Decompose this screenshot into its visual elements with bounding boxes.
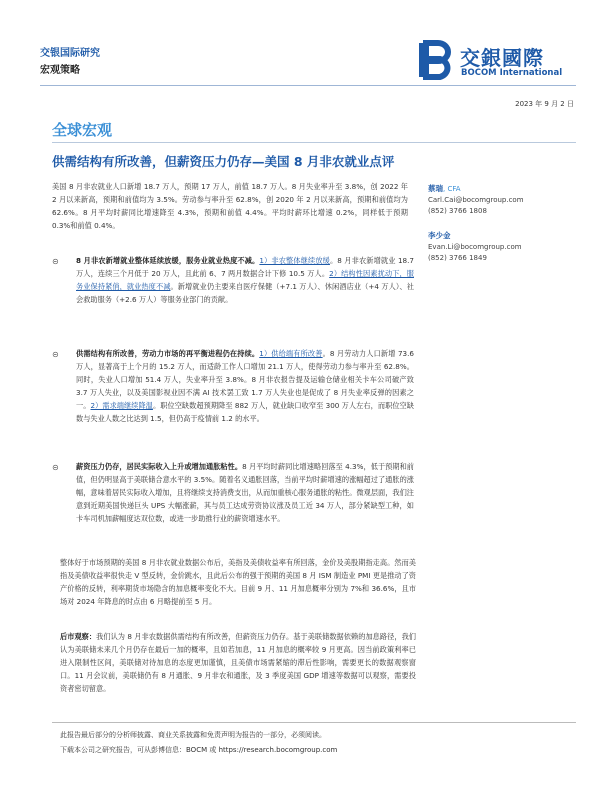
author-1 [428, 183, 578, 217]
author-title: , CFA [443, 185, 461, 193]
author-name: 蔡瑞 [428, 184, 443, 193]
bullet-paragraph [76, 254, 414, 306]
logo-chinese-name: 交銀國際 [460, 46, 544, 70]
section-title: 全球宏观 [52, 121, 113, 139]
bullet-arrow-icon: ⊝ [52, 463, 59, 472]
bullet-text: 8 月平均时薪同比增速略回落至 4.3%，低于预期和前值，但仍明显高于美联储合意水平的 3.5%。随着名义通胀回落，当前平均时薪增速的涨幅超过了通胀的涨幅，意味着居民实际收入增加，且将继续支持消费支出，从而加重核心服务通胀的粘性。微观层面，我们注意到近期美国快递巨头 UPS 大幅涨薪，其与员工达成劳资协议涨及员工近 34 万人，部分紧缺型工种，如卡车司机加薪幅度达双位数，或进一步助推行业的薪资增速水平。 [76, 462, 414, 523]
footer-divider [52, 722, 576, 723]
author-email[interactable]: Evan.Li@bocomgroup.com [428, 243, 522, 251]
author-2 [428, 230, 578, 264]
disclaimer-note: 此报告最后部分的分析师披露、商业关系披露和免责声明为报告的一部分，必须阅读。 [60, 731, 326, 739]
bullet-arrow-icon: ⊝ [52, 350, 59, 359]
bullet-text: 。8 月非农新增就业 18.7 万人，连续三个月低于 20 万人，且此前 6、7 两月数据合计下修 10.5 万人。 [76, 256, 414, 278]
bullet-subheading: 1）供给端有所改善 [259, 349, 323, 358]
report-category: 宏观策略 [40, 65, 80, 76]
bocom-logo-icon [416, 40, 456, 80]
section-divider [52, 142, 576, 143]
report-title: 供需结构有所改善，但薪资压力仍存—美国 8 月非农就业点评 [52, 154, 395, 169]
outlook-paragraph [60, 630, 416, 695]
author-email[interactable]: Carl.Cai@bocomgroup.com [428, 196, 524, 204]
bullet-paragraph [76, 460, 414, 525]
bullet-arrow-icon: ⊝ [52, 257, 59, 266]
bullet-subheading: 2）需求端继续降温 [90, 401, 153, 410]
bullet-subheading: 1）非农整体继续放缓 [259, 256, 330, 265]
bullet-text: 。8 月劳动力人口新增 73.6 万人，显著高于上个月的 15.2 万人，而适龄工作人口增加 21.1 万人，使得劳动力参与率升至 62.8%。同时，失业人口增加 51.4 万人，失业率升至 3.8%。8 月非农报告提及运输仓储业相关卡车公司破产致 3.7 万人失业，以及美国影视业因不满 AI 技术罢工致 1.7 万人失业也是促成了 8 月失业率反弹的因素之一。 [76, 349, 414, 410]
header-divider [40, 85, 576, 86]
bullet-paragraph [76, 347, 414, 425]
bullet-subheading: 2）结构性因素扰动下，服务业保持紧俏，就业热度不减 [76, 269, 414, 291]
report-date: 2023 年 9 月 2 日 [515, 100, 574, 108]
outlook-label: 后市观察： [60, 632, 97, 641]
author-name: 李少金 [428, 231, 451, 240]
bullet-lead: 薪资压力仍存，居民实际收入上升或增加通胀粘性。 [76, 462, 243, 471]
bocom-logo [416, 40, 576, 80]
bullet-text: 。新增就业仍主要来自医疗保健（+7.1 万人）、休闲酒店业（+4 万人）、社会救助服务（+2.6 万人）等服务业部门的贡献。 [76, 282, 414, 304]
bullet-text: 。职位空缺数超预期降至 882 万人，就业缺口收窄至 300 万人左右，而职位空缺数与失业人数之比达到 1.5，但仍高于疫情前 1.2 的水平。 [76, 401, 414, 423]
market-paragraph: 整体好于市场预期的美国 8 月非农就业数据公布后，美指及美债收益率有所回落，金价及美股期指走高。然而美指及美债收益率很快走 V 型反转，金价跳水，且此后公布的强于预期的美国 8 月 ISM 制造业 PMI 更是推动了资产价格的反转，利率期货市场隐含的加息概率变化不大。目前 9 月、11 月加息概率分别为 7%和 36.6%，且市场对 2024 年降息的时点由 6 月略提前至 5 月。 [60, 558, 416, 606]
summary-paragraph: 美国 8 月非农就业人口新增 18.7 万人，预期 17 万人，前值 18.7 万人。8 月失业率升至 3.8%，创 2022 年 2 月以来新高，预期和前值均为 3.5%。劳动参与率升至 62.8%，创 2020 年 2 月以来新高，预期和前值均为 62.6%。8 月平均时薪同比增速降至 4.3%，预期和前值 4.4%。平均时薪环比增速 0.2%，同样低于预期 0.3%和前值 0.4%。 [52, 182, 408, 230]
outlook-text: 我们认为 8 月非农数据供需结构有所改善，但薪资压力仍存。基于美联储数据依赖的加息路径，我们认为美联储未来几个月仍存在最后一加的概率，且如若加息，11 月加息的概率较 9 月更高。因当前政策利率已进入限制性区间，美联储对待加息的态度更加谨慎，且美债市场需紧缩的滞后性影响，需要更长的数据观察窗口。11 月会议前，美联储仍有 8 月通胀、9 月非农和通胀，及 3 季度美国 GDP 增速等数据可以观察，需要投资者密切留意。 [60, 632, 416, 693]
author-phone: (852) 3766 1849 [428, 254, 487, 262]
bullet-lead: 8 月非农新增就业整体延续放缓，服务业就业热度不减。 [76, 256, 260, 265]
download-note[interactable]: 下载本公司之研究报告，可从彭博信息：BOCM 或 https://research.bocomgroup.com [60, 746, 338, 754]
author-phone: (852) 3766 1808 [428, 207, 487, 215]
bullet-lead: 供需结构有所改善，劳动力市场的再平衡进程仍在持续。 [76, 349, 260, 358]
logo-english-name: BOCOM International [461, 68, 563, 78]
research-brand: 交银国际研究 [40, 48, 100, 59]
